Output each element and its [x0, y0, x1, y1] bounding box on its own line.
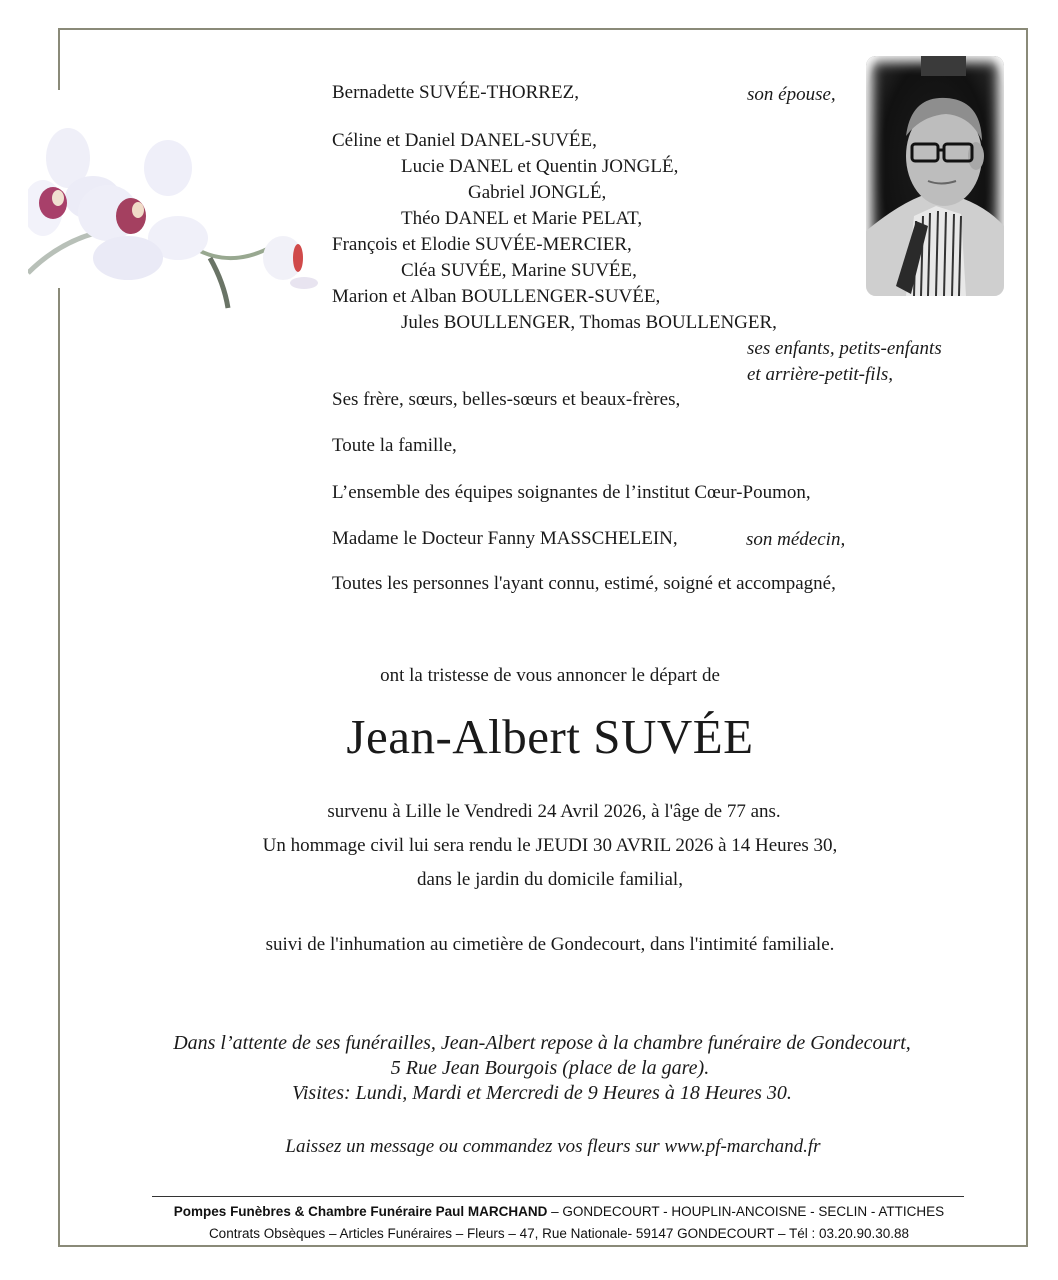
burial-line: suivi de l'inhumation au cimetière de Gondecourt, dans l'intimité familiale. — [265, 934, 835, 955]
family-line: Céline et Daniel DANEL-SUVÉE, — [332, 130, 597, 151]
footer-divider — [152, 1196, 964, 1197]
visiting-hours-line: Visites: Lundi, Mardi et Mercredi de 9 Heures à 18 Heures 30. — [292, 1082, 792, 1104]
whole-family-line: Toute la famille, — [332, 435, 457, 456]
doctor-role: son médecin, — [746, 529, 846, 550]
death-details-line: survenu à Lille le Vendredi 24 Avril 2026, à l'âge de 77 ans. — [327, 801, 781, 822]
family-line: Marion et Alban BOULLENGER-SUVÉE, — [332, 286, 661, 307]
message-link-line[interactable]: Laissez un message ou commandez vos fleurs sur www.pf-marchand.fr — [285, 1136, 821, 1157]
spouse-role: son épouse, — [747, 84, 836, 105]
family-line: Cléa SUVÉE, Marine SUVÉE, — [401, 260, 637, 281]
footer-company-name: Pompes Funèbres & Chambre Funéraire Paul MARCHAND — [173, 1204, 548, 1219]
orchid-icon — [28, 118, 328, 318]
repose-line: Dans l’attente de ses funérailles, Jean-Albert repose à la chambre funéraire de Gondecourt, — [173, 1032, 911, 1054]
ceremony-place-line: dans le jardin du domicile familial, — [417, 869, 683, 890]
others-line: Toutes les personnes l'ayant connu, estimé, soigné et accompagné, — [332, 573, 836, 594]
family-line: Jules BOULLENGER, Thomas BOULLENGER, — [401, 312, 777, 333]
children-role-line1: ses enfants, petits-enfants — [747, 338, 942, 359]
footer-services-line: Contrats Obsèques – Articles Funéraires – Fleurs – 47, Rue Nationale- 59147 GONDECOURT – Tél : 03.20.90.30.88 — [208, 1226, 910, 1241]
family-line: Théo DANEL et Marie PELAT, — [401, 208, 643, 229]
announcement-line: ont la tristesse de vous annoncer le départ de — [380, 665, 720, 686]
siblings-line: Ses frère, sœurs, belles-sœurs et beaux-frères, — [332, 389, 681, 410]
family-line: Gabriel JONGLÉ, — [468, 182, 607, 203]
footer-company-line — [0, 1202, 1058, 1222]
family-line: François et Elodie SUVÉE-MERCIER, — [332, 234, 632, 255]
care-team-line: L’ensemble des équipes soignantes de l’institut Cœur-Poumon, — [332, 482, 811, 503]
spouse-name: Bernadette SUVÉE-THORREZ, — [332, 82, 579, 103]
portrait-photo — [866, 56, 1004, 296]
footer-locations: – GONDECOURT - HOUPLIN-ANCOISNE - SECLIN - ATTICHES — [547, 1204, 945, 1219]
frame-border-left-upper — [58, 28, 60, 90]
repose-address-line: 5 Rue Jean Bourgois (place de la gare). — [390, 1057, 710, 1079]
orchid-decoration — [28, 118, 328, 318]
family-line: Lucie DANEL et Quentin JONGLÉ, — [401, 156, 679, 177]
frame-border-bottom — [58, 1245, 1028, 1247]
children-role-line2: et arrière-petit-fils, — [747, 364, 893, 385]
deceased-name: Jean-Albert SUVÉE — [346, 709, 754, 764]
ceremony-line: Un hommage civil lui sera rendu le JEUDI 30 AVRIL 2026 à 14 Heures 30, — [262, 835, 838, 856]
frame-border-top — [58, 28, 1028, 30]
portrait-icon — [866, 56, 1004, 296]
doctor-name: Madame le Docteur Fanny MASSCHELEIN, — [332, 528, 678, 549]
